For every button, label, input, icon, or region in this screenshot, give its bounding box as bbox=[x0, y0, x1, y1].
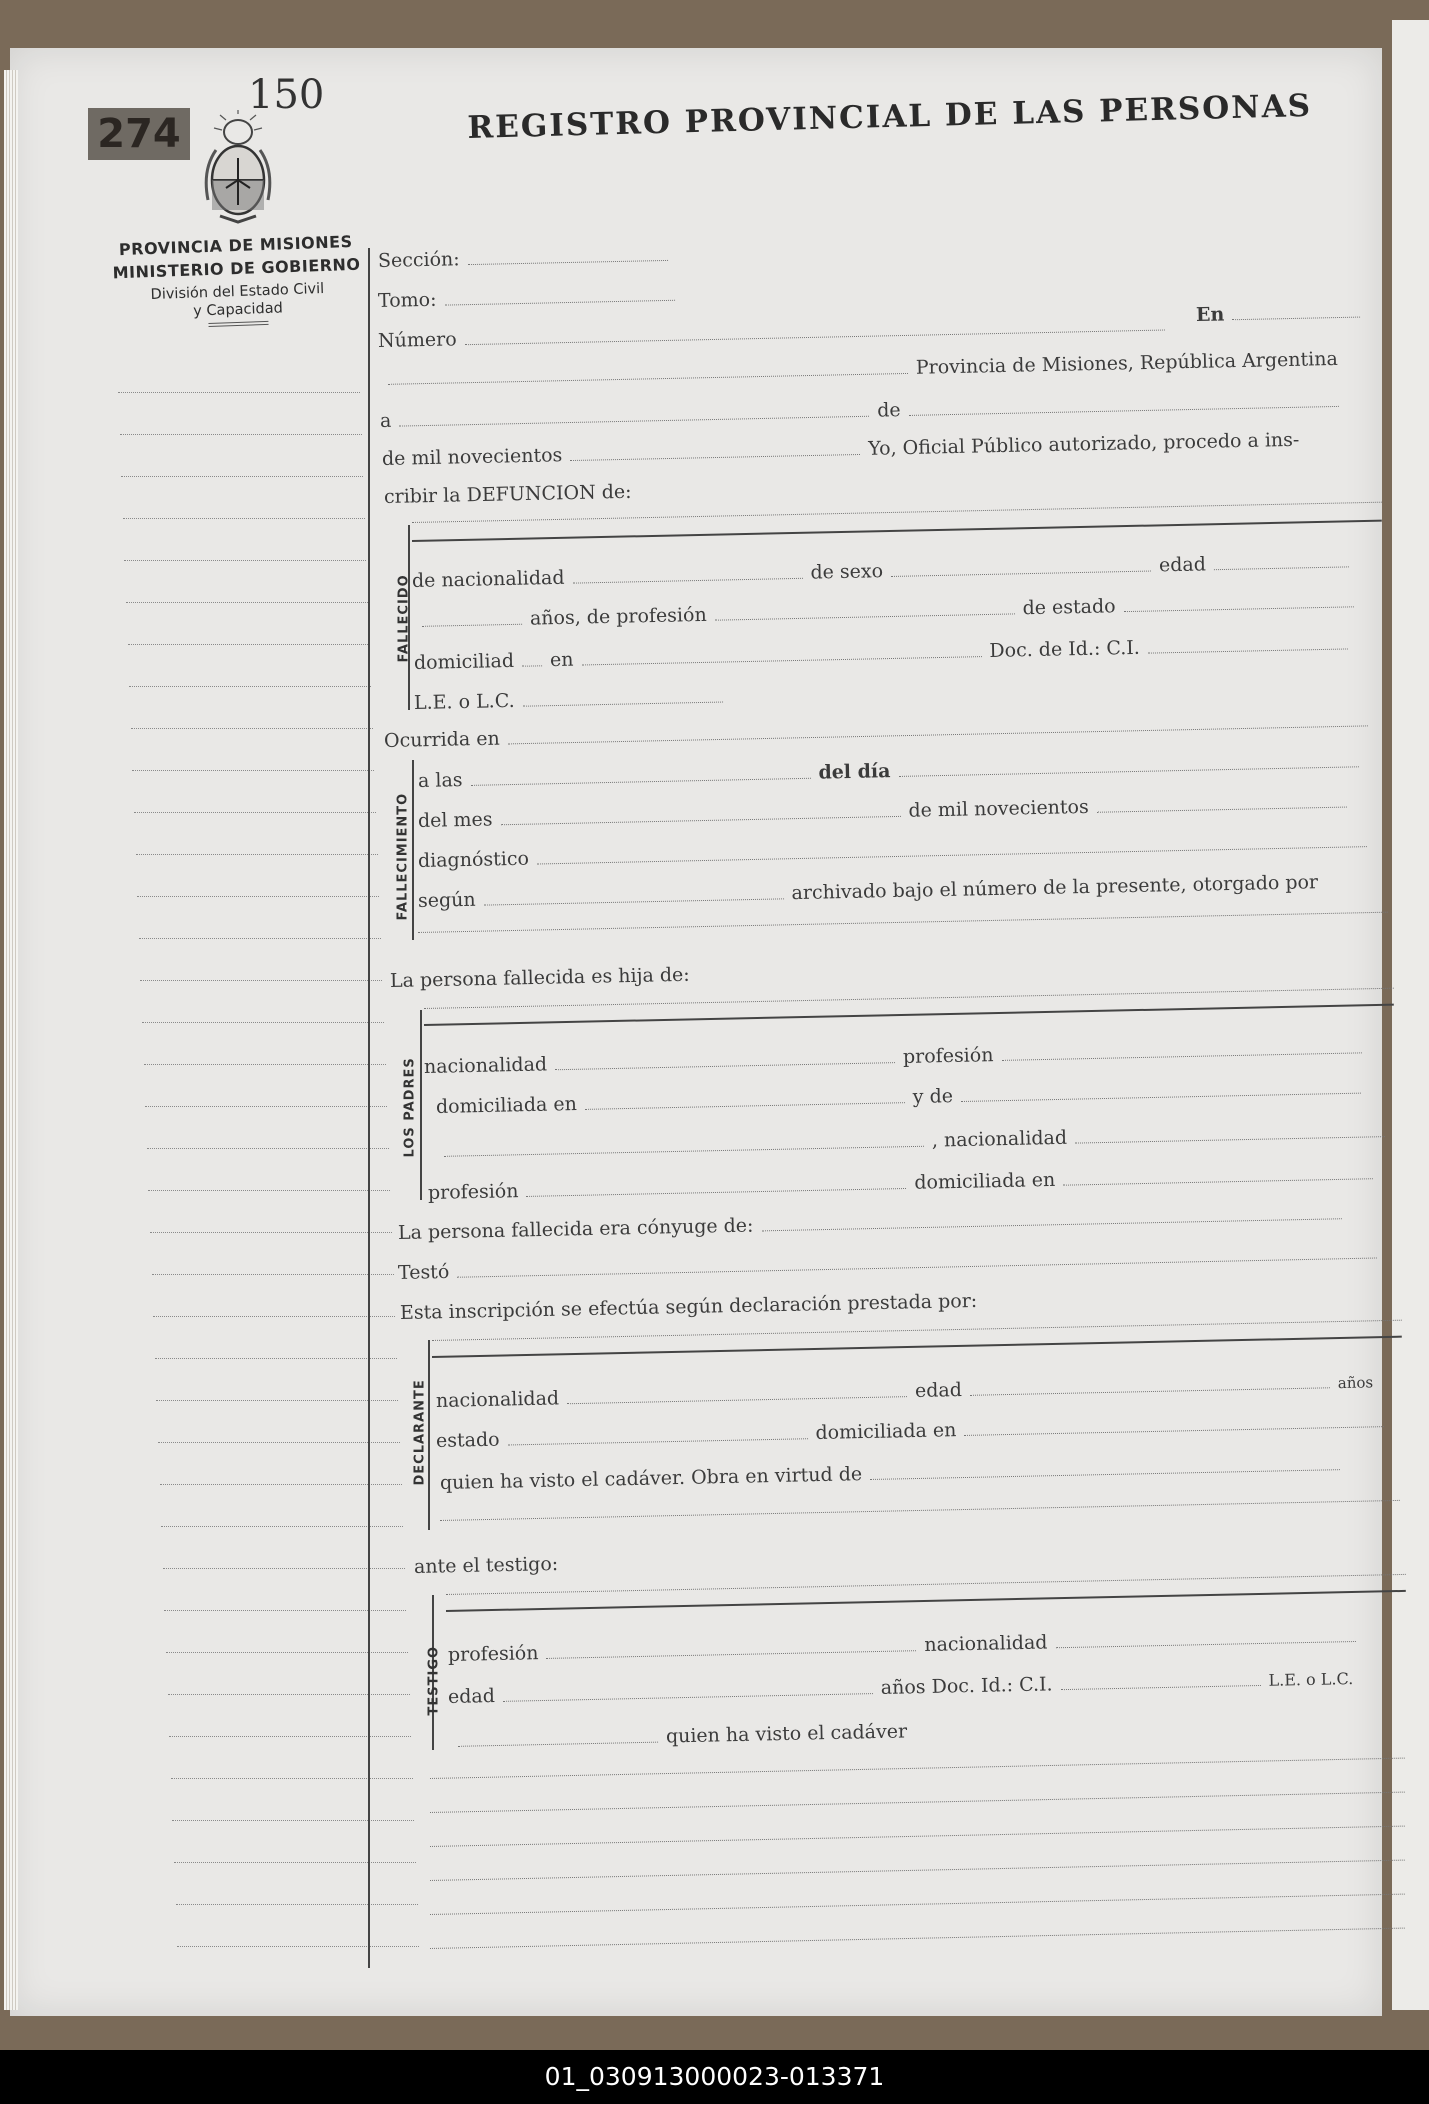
de-field[interactable] bbox=[909, 405, 1339, 416]
domiciliado-label: domiciliad bbox=[413, 649, 515, 674]
notes-line[interactable] bbox=[430, 1928, 1405, 1949]
dept-division: División del Estado Civil bbox=[150, 280, 325, 304]
edad-field[interactable] bbox=[1214, 565, 1349, 570]
notes-line[interactable] bbox=[430, 1894, 1405, 1915]
fecha-row bbox=[380, 390, 1347, 432]
otorgado-line[interactable] bbox=[418, 912, 1388, 933]
dept-province: PROVINCIA DE MISIONES bbox=[118, 231, 353, 260]
mes-field[interactable] bbox=[501, 815, 901, 825]
estado-field[interactable] bbox=[1124, 605, 1354, 612]
hija-de-row bbox=[390, 964, 690, 992]
de-label: de bbox=[876, 399, 901, 422]
fallecido-section-label: FALLECIDO bbox=[396, 574, 412, 663]
declarante-edad-field[interactable] bbox=[970, 1386, 1330, 1396]
testigo-nacionalidad-field[interactable] bbox=[1056, 1640, 1356, 1648]
declarante-row-2 bbox=[436, 1410, 1393, 1452]
testigo-profesion-field[interactable] bbox=[547, 1649, 917, 1659]
domicilio-field[interactable] bbox=[582, 655, 982, 665]
declarante-nacionalidad-field[interactable] bbox=[567, 1395, 907, 1404]
testigo-le-lc-label: L.E. o L.C. bbox=[1268, 1669, 1354, 1690]
fallecido-row-2 bbox=[414, 590, 1362, 632]
seccion-row bbox=[378, 244, 676, 272]
madre-name-field[interactable] bbox=[961, 1092, 1361, 1102]
testigo-row-2 bbox=[448, 1667, 1354, 1708]
provincia-row bbox=[380, 348, 1338, 390]
padres-top-rule bbox=[424, 1004, 1394, 1026]
testigo-top-rule bbox=[446, 1590, 1406, 1612]
domiciliado-suffix[interactable] bbox=[522, 664, 542, 666]
ocurrida-label: Ocurrida en bbox=[383, 727, 500, 752]
a-field[interactable] bbox=[399, 415, 869, 427]
fallecimiento-row-4 bbox=[418, 871, 1318, 912]
tomo-field[interactable] bbox=[445, 299, 675, 306]
del-mes-label: del mes bbox=[417, 808, 493, 832]
provincia-prefix-field[interactable] bbox=[388, 372, 908, 385]
le-lc-label: L.E. o L.C. bbox=[413, 689, 515, 714]
a-las-label: a las bbox=[417, 769, 463, 792]
numero-label: Número bbox=[377, 328, 457, 352]
segun-label: según bbox=[417, 888, 476, 912]
testigo-cadaver-label: quien ha visto el cadáver bbox=[665, 1720, 908, 1748]
archivado-text: archivado bajo el número de la presente, otorgado por bbox=[791, 871, 1319, 905]
testigo-edad-label: edad bbox=[447, 1685, 496, 1708]
hora-field[interactable] bbox=[471, 777, 811, 786]
declarante-domicilio-field[interactable] bbox=[964, 1425, 1384, 1436]
en-field[interactable] bbox=[1232, 316, 1360, 321]
hija-de-label: La persona fallecida es hija de: bbox=[389, 963, 690, 992]
padres-row-2 bbox=[436, 1076, 1369, 1118]
padres-row-1 bbox=[424, 1036, 1370, 1078]
fallecido-row-3 bbox=[414, 632, 1356, 674]
testigo-doc-label: años Doc. Id.: C.I. bbox=[880, 1673, 1053, 1699]
fallecimiento-section-label: FALLECIMIENTO bbox=[395, 792, 411, 921]
declarante-row-3 bbox=[440, 1453, 1348, 1494]
testigo-section-label: TESTIGO bbox=[426, 1645, 442, 1716]
ocurrida-row bbox=[384, 709, 1376, 752]
padres-section-label: LOS PADRES bbox=[402, 1057, 418, 1158]
testo-row bbox=[398, 1241, 1386, 1284]
en-row bbox=[1196, 300, 1369, 326]
defuncion-label: cribir la DEFUNCION de: bbox=[383, 480, 632, 508]
y-de-label: y de bbox=[912, 1085, 954, 1109]
testigo-row-1 bbox=[448, 1625, 1364, 1666]
declarante-top-rule bbox=[432, 1336, 1402, 1358]
madre-profesion-field[interactable] bbox=[527, 1187, 907, 1197]
en-label: En bbox=[1195, 303, 1225, 326]
nacionalidad-label: de nacionalidad bbox=[411, 566, 565, 592]
declarante-nacionalidad-label: nacionalidad bbox=[435, 1387, 560, 1412]
ante-testigo-label: ante el testigo: bbox=[413, 1552, 559, 1578]
padre-nacionalidad-label: nacionalidad bbox=[423, 1053, 548, 1078]
edad-label: edad bbox=[1158, 553, 1207, 577]
testo-label: Testó bbox=[397, 1260, 450, 1284]
declarante-domicilio-label: domiciliada en bbox=[815, 1419, 957, 1445]
page-title: REGISTRO PROVINCIAL DE LAS PERSONAS bbox=[467, 87, 1313, 146]
padre-domicilio-label: domiciliada en bbox=[435, 1093, 578, 1118]
padre-profesion-field[interactable] bbox=[1002, 1051, 1362, 1061]
declarante-estado-label: estado bbox=[435, 1428, 500, 1452]
padre-profesion-label: profesión bbox=[902, 1044, 994, 1068]
declarante-section-label: DECLARANTE bbox=[412, 1379, 428, 1486]
a-label: a bbox=[379, 409, 392, 432]
conyuge-row bbox=[398, 1202, 1350, 1244]
notes-line[interactable] bbox=[430, 1758, 1405, 1779]
anio-field[interactable] bbox=[570, 453, 860, 461]
dept-capacidad: y Capacidad bbox=[192, 300, 284, 320]
notes-line[interactable] bbox=[430, 1826, 1405, 1847]
ocurrida-field[interactable] bbox=[508, 724, 1368, 744]
seccion-field[interactable] bbox=[468, 259, 668, 265]
page-stamp-number: 274 bbox=[88, 108, 190, 160]
estado-label: de estado bbox=[1022, 595, 1116, 620]
doc-label: Doc. de Id.: C.I. bbox=[989, 636, 1141, 662]
fallecimiento-row-2 bbox=[418, 790, 1355, 832]
inscripcion-label: Esta inscripción se efectúa según declaración prestada por: bbox=[399, 1289, 978, 1324]
tomo-label: Tomo: bbox=[377, 288, 437, 312]
madre-nacionalidad-field[interactable] bbox=[1075, 1135, 1385, 1143]
declarante-cadaver-label: quien ha visto el cadáver. Obra en virtud de bbox=[439, 1463, 863, 1494]
sexo-field[interactable] bbox=[891, 570, 1151, 577]
notes-line[interactable] bbox=[430, 1860, 1405, 1881]
numero-field[interactable] bbox=[465, 329, 1165, 346]
fallecido-top-rule bbox=[412, 520, 1382, 542]
mil-novecientos-2-label: de mil novecientos bbox=[908, 795, 1089, 822]
dia-field[interactable] bbox=[899, 765, 1359, 777]
madre-nacionalidad-label: , nacionalidad bbox=[931, 1126, 1068, 1152]
notes-line[interactable] bbox=[430, 1792, 1405, 1813]
conyuge-label: La persona fallecida era cónyuge de: bbox=[397, 1214, 754, 1244]
segun-field[interactable] bbox=[484, 897, 784, 905]
profesion-label: años, de profesión bbox=[529, 603, 707, 630]
testigo-edad-field[interactable] bbox=[503, 1692, 873, 1702]
fallecido-row-4 bbox=[414, 685, 731, 714]
anos-field[interactable] bbox=[422, 623, 522, 627]
testigo-le-lc-field[interactable] bbox=[458, 1741, 658, 1747]
virtud-cont-line[interactable] bbox=[440, 1500, 1400, 1521]
defuncion-row bbox=[384, 481, 632, 508]
testo-field[interactable] bbox=[457, 1256, 1377, 1277]
madre-domicilio-field[interactable] bbox=[1063, 1177, 1373, 1185]
padre-domicilio-field[interactable] bbox=[585, 1101, 905, 1110]
inscripcion-row bbox=[400, 1290, 978, 1324]
provincia-text: Provincia de Misiones, República Argentina bbox=[915, 347, 1339, 379]
del-dia-label: del día bbox=[818, 760, 891, 784]
diagnostico-label: diagnóstico bbox=[417, 847, 530, 872]
madre-domicilio-label: domiciliada en bbox=[914, 1168, 1056, 1194]
profesion-field[interactable] bbox=[715, 612, 1015, 620]
padres-row-4 bbox=[428, 1162, 1382, 1204]
fallecimiento-row-1 bbox=[418, 750, 1367, 792]
diagnostico-field[interactable] bbox=[537, 845, 1367, 864]
doc-field[interactable] bbox=[1148, 647, 1348, 653]
testigo-profesion-label: profesión bbox=[447, 1642, 539, 1666]
testigo-doc-field[interactable] bbox=[1061, 1684, 1261, 1690]
declarante-anos-label: años bbox=[1337, 1373, 1374, 1393]
padres-row-3 bbox=[436, 1120, 1393, 1162]
dept-ministry: MINISTERIO DE GOBIERNO bbox=[112, 254, 361, 283]
declarante-estado-field[interactable] bbox=[508, 1437, 808, 1445]
fallecido-name-line[interactable] bbox=[412, 502, 1382, 523]
conyuge-field[interactable] bbox=[762, 1217, 1342, 1231]
folio-number: 150 bbox=[248, 72, 325, 118]
declarante-edad-label: edad bbox=[914, 1378, 963, 1402]
ante-testigo-row bbox=[414, 1553, 559, 1578]
numero-row bbox=[378, 313, 1173, 352]
oficial-row bbox=[382, 429, 1300, 470]
madre-profesion-label: profesión bbox=[427, 1180, 519, 1204]
le-lc-field[interactable] bbox=[523, 701, 723, 707]
testigo-nacionalidad-label: nacionalidad bbox=[924, 1631, 1048, 1657]
nacionalidad-field[interactable] bbox=[573, 577, 803, 584]
testigo-row-3 bbox=[450, 1720, 908, 1752]
oficial-text: Yo, Oficial Público autorizado, procedo a ins- bbox=[868, 428, 1300, 460]
document-id-footer: 01_030913000023-013371 bbox=[0, 2050, 1429, 2104]
anio-fallecimiento-field[interactable] bbox=[1097, 806, 1347, 813]
madre-name-cont-field[interactable] bbox=[444, 1145, 924, 1157]
padre-nacionalidad-field[interactable] bbox=[555, 1061, 895, 1070]
mil-novecientos-label: de mil novecientos bbox=[381, 444, 563, 470]
fallecimiento-row-3 bbox=[418, 830, 1375, 872]
virtud-field[interactable] bbox=[870, 1468, 1340, 1480]
seccion-label: Sección: bbox=[377, 248, 460, 272]
en-domicilio-label: en bbox=[549, 648, 574, 672]
fallecido-row-1 bbox=[412, 550, 1357, 592]
sexo-label: de sexo bbox=[810, 560, 884, 584]
testigo-name-line[interactable] bbox=[446, 1574, 1406, 1595]
tomo-row bbox=[378, 284, 683, 312]
declarante-row-1 bbox=[436, 1370, 1374, 1412]
